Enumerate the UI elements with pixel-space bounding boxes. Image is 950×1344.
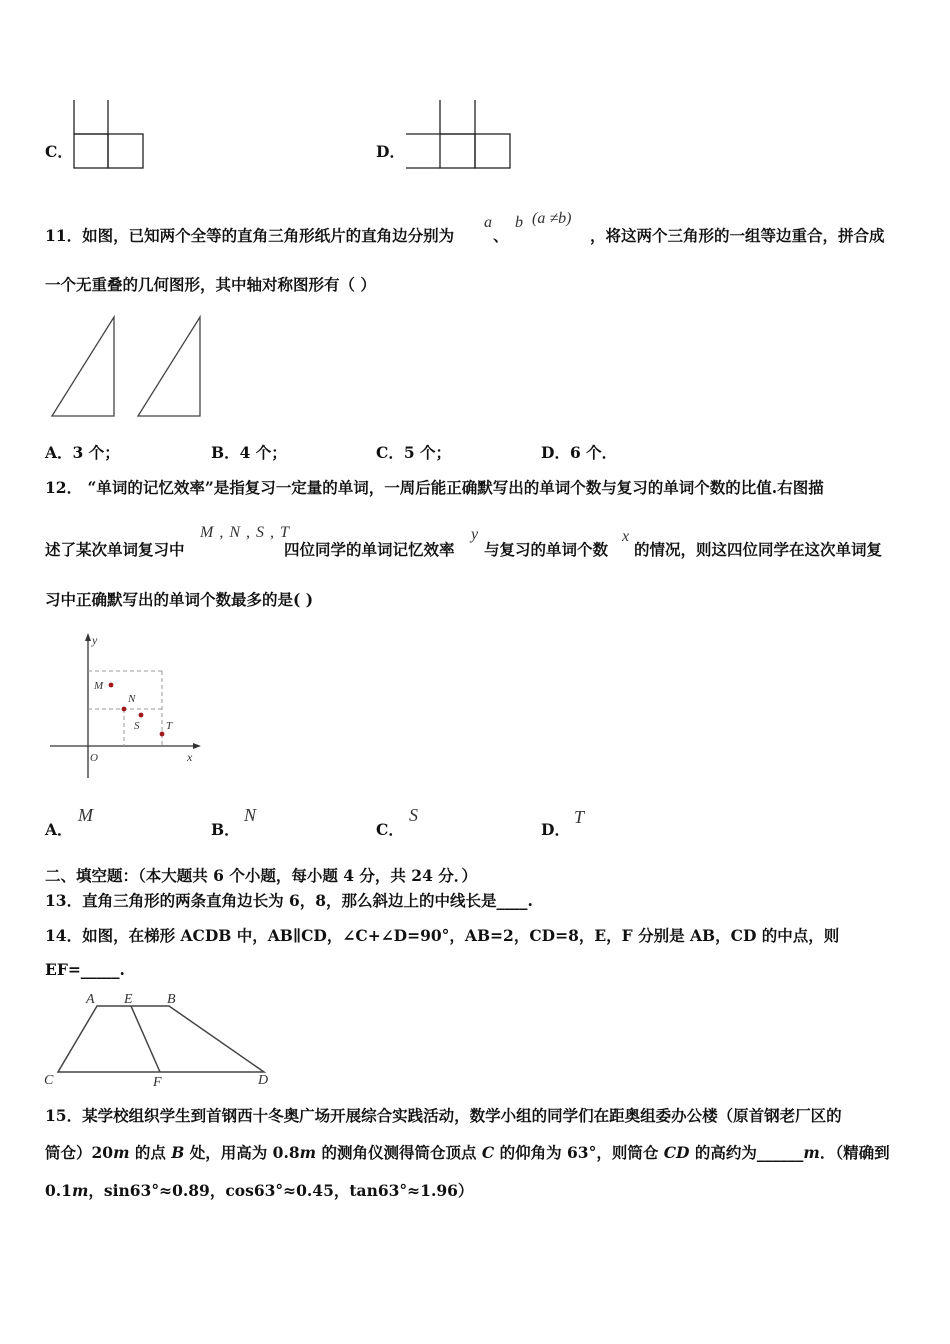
- q13-text: 13．直角三角形的两条直角边长为 6，8，那么斜边上的中线长是____.: [45, 891, 533, 910]
- q12-option-d-symbol: T: [574, 807, 585, 827]
- q12-text-line2-part2: 四位同学的单词记忆效率: [284, 540, 455, 559]
- q12-symbol-x: x: [622, 528, 630, 545]
- q14-text-line1: 14．如图，在梯形 ACDB 中，AB∥CD，∠C+∠D=90°，AB=2，CD=8，E，F 分别是 AB，CD 的中点，则: [45, 926, 840, 945]
- point-t-label: T: [166, 720, 173, 732]
- q12-text-line1: 12． “单词的记忆效率”是指复习一定量的单词，一周后能正确默写出的单词个数与复习的单词个数的比值.右图描: [45, 478, 824, 497]
- q14-trapezoid-figure: [40, 988, 280, 1088]
- q12-text-line2-part4: 的情况，则这四位同学在这次单词复: [634, 540, 883, 559]
- section2-heading: 二、填空题：（本大题共 6 个小题，每小题 4 分，共 24 分．）: [45, 866, 478, 885]
- q11-condition: (a ≠b): [532, 210, 572, 227]
- q12-text-line3: 习中正确默写出的单词个数最多的是( ): [45, 590, 314, 609]
- point-n: [122, 707, 127, 712]
- point-t: [160, 732, 165, 737]
- q11-triangles-figure: [48, 312, 213, 420]
- q12-text-line2-part3: 与复习的单词个数: [484, 540, 609, 559]
- point-s: [139, 713, 144, 718]
- point-s-label: S: [134, 720, 140, 732]
- q12-option-b-symbol: N: [244, 805, 257, 825]
- point-e-label: E: [124, 992, 133, 1007]
- q11-option-c: C．5 个；: [376, 443, 452, 462]
- q11-symbol-b: b: [515, 214, 523, 231]
- q11-option-b: B．4 个；: [211, 443, 287, 462]
- vertex-b-label: B: [167, 992, 176, 1007]
- point-f-label: F: [153, 1075, 162, 1088]
- q12-option-a-symbol: M: [78, 805, 93, 825]
- q15-text-line3: 0.1m，sin63°≈0.89，cos63°≈0.45，tan63°≈1.96）: [45, 1181, 474, 1200]
- triangle-2: [138, 317, 200, 416]
- vertex-c-label: C: [44, 1073, 54, 1088]
- q11-option-d: D．6 个．: [541, 443, 618, 462]
- q11-separator: 、: [493, 226, 509, 245]
- q11-text-part1: 11．如图，已知两个全等的直角三角形纸片的直角边分别为: [45, 226, 455, 245]
- vertex-d-label: D: [258, 1073, 269, 1088]
- q12-option-a-label: A．: [45, 820, 73, 839]
- triangle-1: [52, 317, 114, 416]
- q11-text-line2: 一个无重叠的几何图形，其中轴对称图形有（ ）: [45, 275, 376, 294]
- q10-option-d-label: D．: [376, 142, 405, 161]
- q12-origin-label: O: [90, 752, 98, 764]
- vertex-a-label: A: [86, 992, 95, 1007]
- q12-axis-y-label: y: [92, 633, 98, 647]
- point-m-label: M: [94, 680, 104, 692]
- q12-option-d-label: D．: [541, 820, 570, 839]
- q14-text-line2: EF=_____.: [45, 960, 125, 979]
- q12-axis-x-label: x: [187, 750, 193, 764]
- q10-option-c-label: C．: [45, 142, 73, 161]
- q15-text-line1: 15．某学校组织学生到首钢西十冬奥广场开展综合实践活动，数学小组的同学们在距奥组委办公楼（原首钢老厂区的: [45, 1106, 842, 1125]
- q12-option-c-label: C．: [376, 820, 404, 839]
- q11-text-part2: ，将这两个三角形的一组等边重合，拼合成: [590, 226, 885, 245]
- q12-symbol-y: y: [471, 526, 479, 543]
- q12-graph: [48, 630, 203, 780]
- q11-symbol-a: a: [484, 214, 492, 231]
- q10-option-d-figure: [404, 98, 514, 172]
- point-n-label: N: [128, 693, 136, 705]
- q12-option-b-label: B．: [211, 820, 240, 839]
- q15-text-line2: 筒仓）20m 的点 B 处，用高为 0.8m 的测角仪测得筒仓顶点 C 的仰角为 63°，则筒仓 CD 的高约为______m．（精确到: [45, 1143, 890, 1162]
- q12-option-c-symbol: S: [409, 805, 418, 825]
- q12-symbols-mnst: M , N , S , T: [200, 524, 290, 541]
- point-m: [109, 683, 114, 688]
- q11-option-a: A．3 个；: [45, 443, 120, 462]
- q10-option-c-figure: [72, 98, 148, 172]
- q12-text-line2-part1: 述了某次单词复习中: [45, 540, 185, 559]
